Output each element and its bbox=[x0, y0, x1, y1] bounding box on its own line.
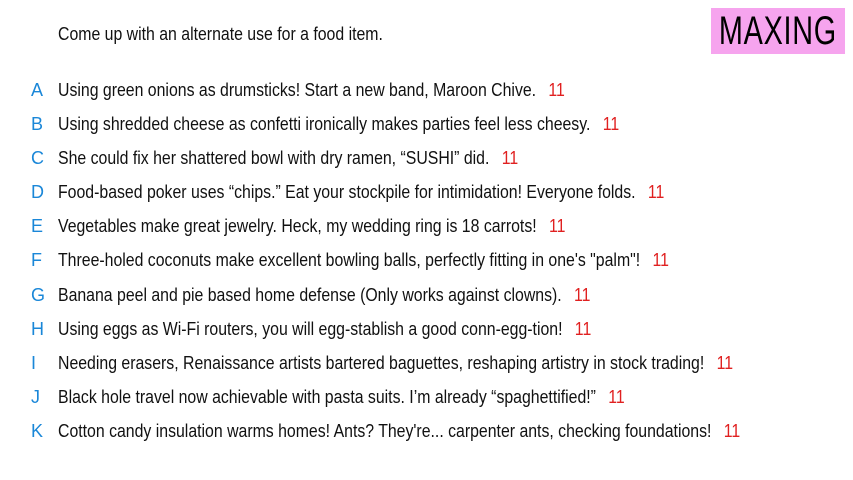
answer-row bbox=[0, 415, 853, 449]
answer-row bbox=[0, 312, 853, 346]
answer-line bbox=[58, 244, 669, 278]
answer-row bbox=[0, 176, 853, 210]
answer-text: Food-based poker uses “chips.” Eat your stockpile for intimidation! Everyone folds. bbox=[58, 182, 636, 203]
answer-row bbox=[0, 347, 853, 381]
answer-line bbox=[58, 415, 740, 449]
answer-line bbox=[58, 73, 565, 107]
answer-letter: A bbox=[31, 79, 44, 100]
answer-list bbox=[0, 73, 853, 449]
answer-letter: C bbox=[31, 147, 44, 168]
answer-line bbox=[58, 176, 664, 210]
prompt-text: Come up with an alternate use for a food item. bbox=[58, 24, 383, 44]
answer-text: Black hole travel now achievable with pasta suits. I’m already “spaghettified!” bbox=[58, 387, 596, 408]
answer-text: Using shredded cheese as confetti ironically makes parties feel less cheesy. bbox=[58, 113, 591, 134]
answer-row bbox=[0, 381, 853, 415]
answer-score: 11 bbox=[716, 353, 734, 373]
answer-score: 11 bbox=[608, 387, 625, 408]
answer-letter: I bbox=[31, 353, 37, 373]
maxing-badge bbox=[711, 8, 845, 54]
answer-row bbox=[0, 244, 853, 278]
answer-letter: G bbox=[31, 284, 46, 305]
answer-row bbox=[0, 141, 853, 175]
answer-line bbox=[58, 347, 733, 381]
answer-text: Vegetables make great jewelry. Heck, my wedding ring is 18 carrots! bbox=[58, 216, 537, 237]
answer-text: Banana peel and pie based home defense (Only works against clowns). bbox=[58, 284, 562, 305]
answer-row bbox=[0, 278, 853, 312]
answer-line bbox=[58, 381, 625, 415]
answer-line bbox=[58, 107, 619, 141]
answer-text: Three-holed coconuts make excellent bowling balls, perfectly fitting in one's "palm"! bbox=[58, 250, 641, 271]
answer-text: She could fix her shattered bowl with dry ramen, “SUSHI” did. bbox=[58, 147, 490, 168]
answer-score: 11 bbox=[548, 79, 565, 100]
answer-score: 11 bbox=[501, 147, 519, 168]
badge-label: MAXING bbox=[719, 9, 837, 53]
answer-text: Using eggs as Wi-Fi routers, you will egg-stablish a good conn-egg-tion! bbox=[58, 318, 563, 339]
answer-score: 11 bbox=[574, 318, 592, 339]
answer-score: 11 bbox=[723, 421, 741, 442]
answer-row bbox=[0, 210, 853, 244]
answer-letter: D bbox=[31, 182, 44, 203]
answer-row bbox=[0, 107, 853, 141]
answer-line bbox=[58, 141, 518, 175]
answer-text: Needing erasers, Renaissance artists bartered baguettes, reshaping artistry in stock trading! bbox=[58, 353, 705, 373]
answer-letter: J bbox=[31, 387, 40, 408]
answer-line bbox=[58, 312, 591, 346]
answer-letter: K bbox=[31, 421, 44, 442]
answer-row bbox=[0, 73, 853, 107]
answer-score: 11 bbox=[652, 250, 669, 271]
answer-letter: H bbox=[31, 318, 44, 339]
answer-score: 11 bbox=[573, 284, 591, 305]
answer-letter: B bbox=[31, 113, 44, 134]
answer-score: 11 bbox=[548, 216, 566, 237]
answer-score: 11 bbox=[602, 113, 620, 134]
answer-letter: E bbox=[31, 216, 44, 237]
answer-line bbox=[58, 278, 590, 312]
answer-text: Cotton candy insulation warms homes! Ants? They're... carpenter ants, checking foundations! bbox=[58, 421, 712, 442]
answer-line bbox=[58, 210, 565, 244]
answer-text: Using green onions as drumsticks! Start a new band, Maroon Chive. bbox=[58, 79, 537, 100]
answer-letter: F bbox=[31, 250, 42, 271]
answer-score: 11 bbox=[647, 182, 665, 203]
